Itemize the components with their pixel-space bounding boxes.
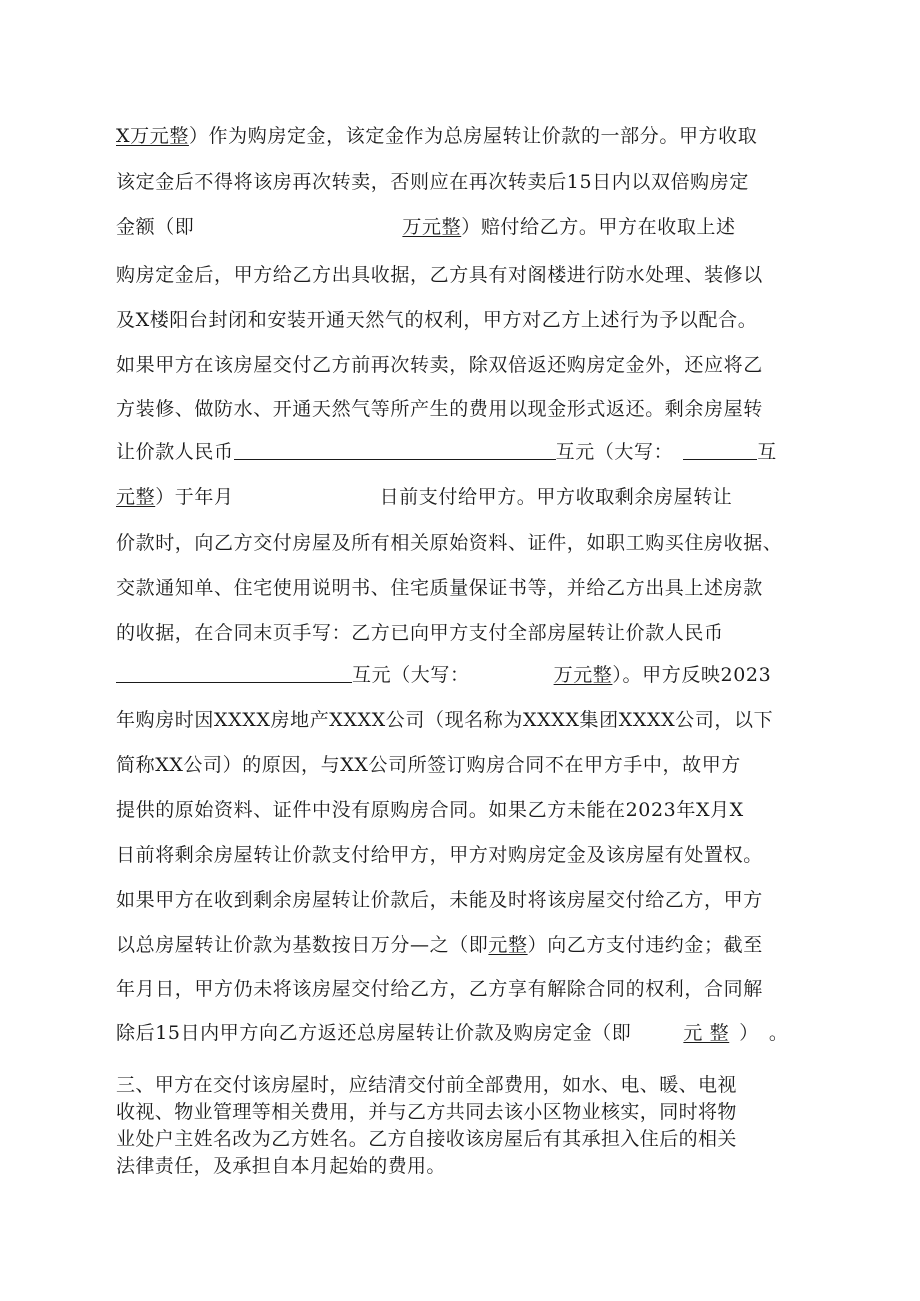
- text-line: [116, 485, 732, 509]
- text-line: [116, 1021, 788, 1045]
- amount-underlined: 元整: [116, 486, 156, 508]
- text-segment: ）作为购房定金，该定金作为总房屋转让价款的一部分。甲方收取: [188, 125, 758, 147]
- section-line: [116, 1100, 737, 1124]
- text-segment: 年月日，甲方仍未将该房屋交付给乙方，乙方享有解除合同的权利，合同解: [116, 978, 763, 1000]
- text-line: [116, 170, 749, 194]
- text-segment: 交款通知单、住宅使用说明书、住宅质量保证书等，并给乙方出具上述房款: [116, 577, 763, 599]
- section-line: [116, 1127, 737, 1151]
- amount-underlined: 元 整: [683, 1022, 730, 1044]
- text-line: [116, 663, 771, 687]
- text-line: [116, 708, 773, 732]
- text-line: [116, 308, 757, 332]
- text-segment: 该定金后不得将该房再次转卖，否则应在再次转卖后15日内以双倍购房定: [116, 171, 749, 193]
- text-segment: 方装修、做防水、开通天然气等所产生的费用以现金形式返还。剩余房屋转: [116, 398, 763, 420]
- text-segment: 日前将剩余房屋转让价款支付给甲方，甲方对购房定金及该房屋有处置权。: [116, 844, 763, 866]
- text-segment: 收视、物业管理等相关费用，并与乙方共同去该小区物业核实，同时将物: [116, 1101, 737, 1123]
- text-segment: 年购房时因XXXX房地产XXXX公司（现名称为XXXX集团XXXX公司，以下: [116, 709, 774, 731]
- text-segment: 如果甲方在收到剩余房屋转让价款后，未能及时将该房屋交付给乙方，甲方: [116, 889, 763, 911]
- blank-field: [683, 441, 757, 460]
- text-segment: 简称XX公司）的原因，与XX公司所签订购房合同不在甲方手中，故甲方: [116, 754, 741, 776]
- amount-underlined: X万元整: [116, 125, 189, 147]
- text-line: [116, 888, 763, 912]
- text-segment: 日前支付给甲方。甲方收取剩余房屋转让: [379, 486, 733, 508]
- text-segment: 业处户主姓名改为乙方姓名。乙方自接收该房屋后有其承担入住后的相关: [116, 1128, 737, 1150]
- blank-field: [234, 441, 556, 460]
- section-line: [116, 1154, 446, 1178]
- blank-field: [116, 664, 352, 683]
- text-segment: 互元（大写：: [352, 664, 470, 686]
- text-line: [116, 263, 763, 287]
- text-segment: 互: [757, 441, 777, 463]
- text-segment: 及X楼阳台封闭和安装开通天然气的权利，甲方对乙方上述行为予以配合。: [116, 309, 758, 331]
- text-segment: 三、甲方在交付该房屋时，应结清交付前全部费用，如水、电、暖、电视: [116, 1074, 737, 1096]
- text-line: [116, 124, 757, 148]
- text-segment: ）。甲方反映2023: [612, 664, 772, 686]
- text-line: [116, 215, 736, 239]
- text-segment: ）赔付给乙方。甲方在收取上述: [461, 216, 736, 238]
- text-line: [116, 753, 741, 777]
- text-segment: 金额（即: [116, 216, 195, 238]
- text-segment: 的收据，在合同末页手写：乙方已向甲方支付全部房屋转让价款人民币: [116, 622, 724, 644]
- amount-underlined: 万元整: [553, 664, 613, 686]
- text-line: [116, 397, 763, 421]
- text-line: [116, 531, 782, 555]
- text-segment: ）向乙方支付违约金；截至: [527, 934, 763, 956]
- text-line: [116, 621, 724, 645]
- text-segment: 互元（大写：: [555, 441, 674, 463]
- text-segment: 购房定金后，甲方给乙方出具收据，乙方具有对阁楼进行防水处理、装修以: [116, 264, 763, 286]
- text-segment: 让价款人民币: [116, 441, 234, 463]
- text-segment: 如果甲方在该房屋交付乙方前再次转卖，除双倍返还购房定金外，还应将乙: [116, 354, 763, 376]
- amount-underlined: 元整: [488, 934, 528, 956]
- text-line: [116, 440, 777, 464]
- section-line: [116, 1073, 737, 1097]
- text-segment: ）于年月: [155, 486, 234, 508]
- text-line: [116, 353, 763, 377]
- text-line: [116, 576, 763, 600]
- text-line: [116, 933, 763, 957]
- text-segment: 价款时，向乙方交付房屋及所有相关原始资料、证件，如职工购买住房收据、: [116, 532, 783, 554]
- amount-underlined: 万元整: [402, 216, 462, 238]
- text-segment: 除后15日内甲方向乙方返还总房屋转让价款及购房定金（即: [116, 1022, 632, 1044]
- text-line: [116, 798, 744, 822]
- text-segment: ）: [739, 1022, 759, 1044]
- text-segment: 法律责任，及承担自本月起始的费用。: [116, 1155, 446, 1177]
- text-segment: 以总房屋转让价款为基数按日万分—之（即: [116, 934, 489, 956]
- text-line: [116, 977, 763, 1001]
- text-segment: 提供的原始资料、证件中没有原购房合同。如果乙方未能在2023年X月X: [116, 799, 744, 821]
- text-segment: 。: [768, 1022, 789, 1044]
- text-line: [116, 843, 763, 867]
